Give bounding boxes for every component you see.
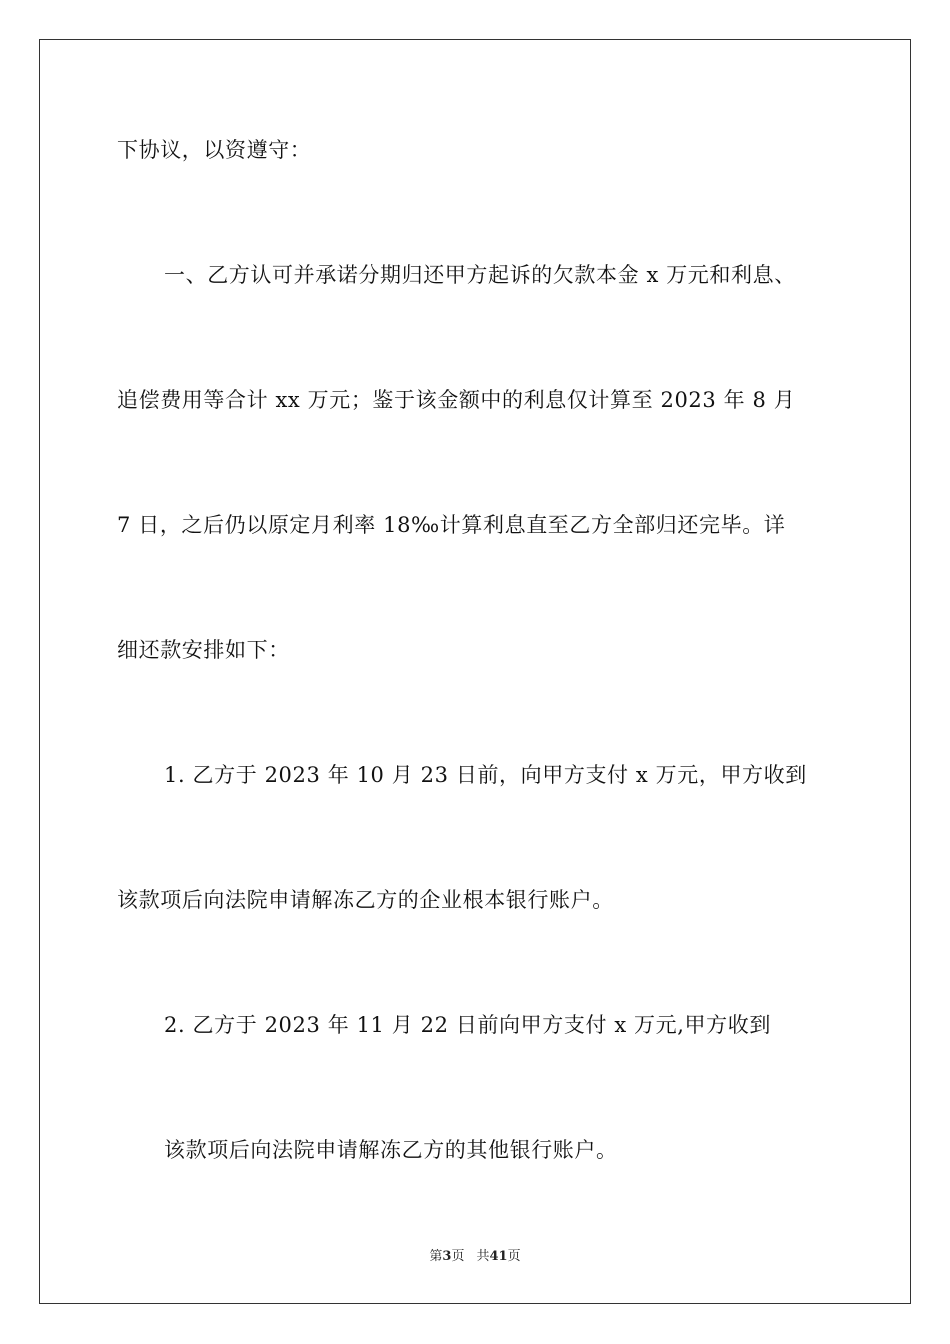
footer-total-prefix: 共 (476, 1249, 490, 1264)
footer-page-total: 41 (489, 1249, 508, 1264)
footer-page-suffix: 页 (451, 1249, 465, 1264)
text-line-8: 2. 乙方于 2023 年 11 月 22 日前向甲方支付 x 万元,甲方收到 (164, 1013, 771, 1037)
text-line-3: 追偿费用等合计 xx 万元；鉴于该金额中的利息仅计算至 2023 年 8 月 (117, 388, 796, 412)
text-line-4: 7 日，之后仍以原定月利率 18‰计算利息直至乙方全部归还完毕。详 (117, 513, 786, 537)
text-line-9: 该款项后向法院申请解冻乙方的其他银行账户。 (164, 1138, 618, 1162)
footer-total-suffix: 页 (507, 1249, 521, 1264)
footer-page-current: 3 (442, 1249, 452, 1264)
page-footer (0, 1248, 950, 1266)
text-line-6: 1. 乙方于 2023 年 10 月 23 日前，向甲方支付 x 万元，甲方收到 (164, 763, 807, 787)
text-line-2: 一、乙方认可并承诺分期归还甲方起诉的欠款本金 x 万元和利息、 (164, 263, 796, 287)
footer-page-prefix: 第 (429, 1249, 443, 1264)
text-line-7: 该款项后向法院申请解冻乙方的企业根本银行账户。 (117, 888, 614, 912)
page-border (39, 39, 911, 1304)
text-line-5: 细还款安排如下： (117, 638, 290, 662)
text-line-1: 下协议，以资遵守： (117, 138, 312, 162)
